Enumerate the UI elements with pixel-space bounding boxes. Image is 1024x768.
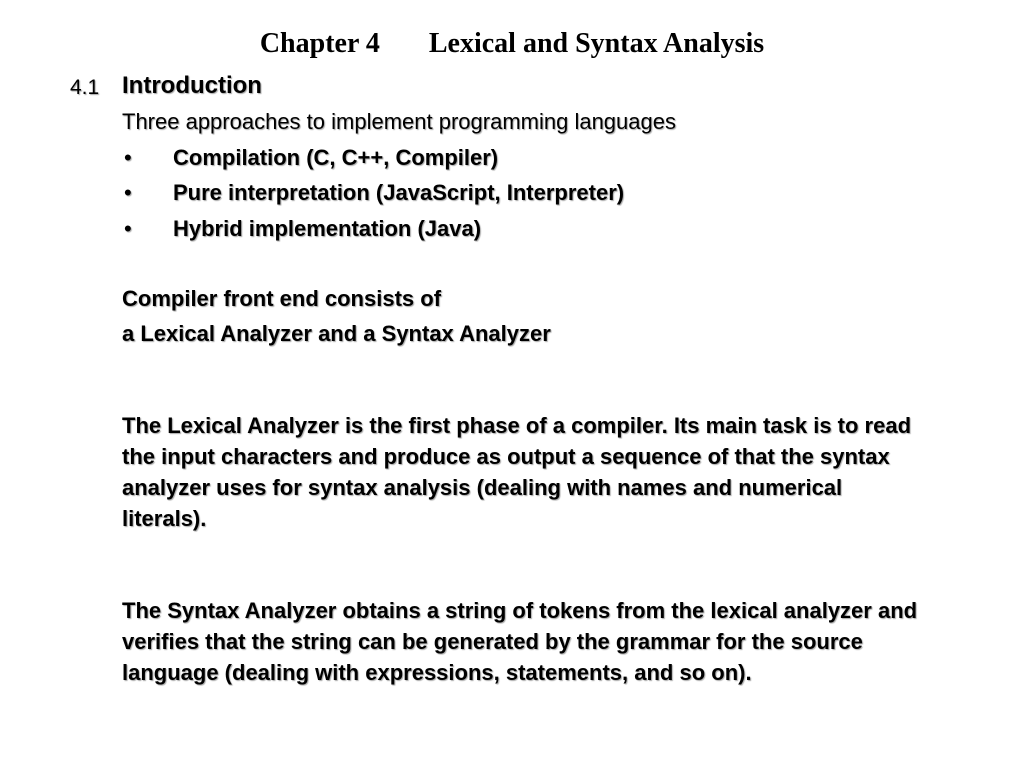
- front-end-line-2: a Lexical Analyzer and a Syntax Analyzer: [122, 321, 551, 346]
- bullet-item-compilation: Compilation (C, C++, Compiler): [173, 145, 499, 170]
- section-number: 4.1: [70, 76, 100, 99]
- bullet-marker: •: [124, 180, 132, 205]
- slide-title: Chapter 4 Lexical and Syntax Analysis: [259, 28, 765, 59]
- bullet-item-hybrid: Hybrid implementation (Java): [173, 216, 482, 241]
- lexical-analyzer-paragraph: The Lexical Analyzer is the first phase of a compiler. Its main task is to read the input characters and produce as output a sequence of that the syntax analyzer uses for syntax analysis (dealing with names and numerical literals).: [122, 413, 912, 531]
- approaches-intro: Three approaches to implement programming languages: [122, 109, 676, 134]
- front-end-line-1: Compiler front end consists of: [122, 286, 442, 311]
- syntax-analyzer-paragraph: The Syntax Analyzer obtains a string of tokens from the lexical analyzer and verifies that the string can be generated by the grammar for the source language (dealing with expressions, statements, and so on).: [122, 598, 918, 685]
- bullet-marker: •: [124, 216, 132, 241]
- bullet-marker: •: [124, 145, 132, 170]
- section-heading: Introduction: [122, 72, 262, 99]
- bullet-item-interpretation: Pure interpretation (JavaScript, Interpreter): [173, 180, 625, 205]
